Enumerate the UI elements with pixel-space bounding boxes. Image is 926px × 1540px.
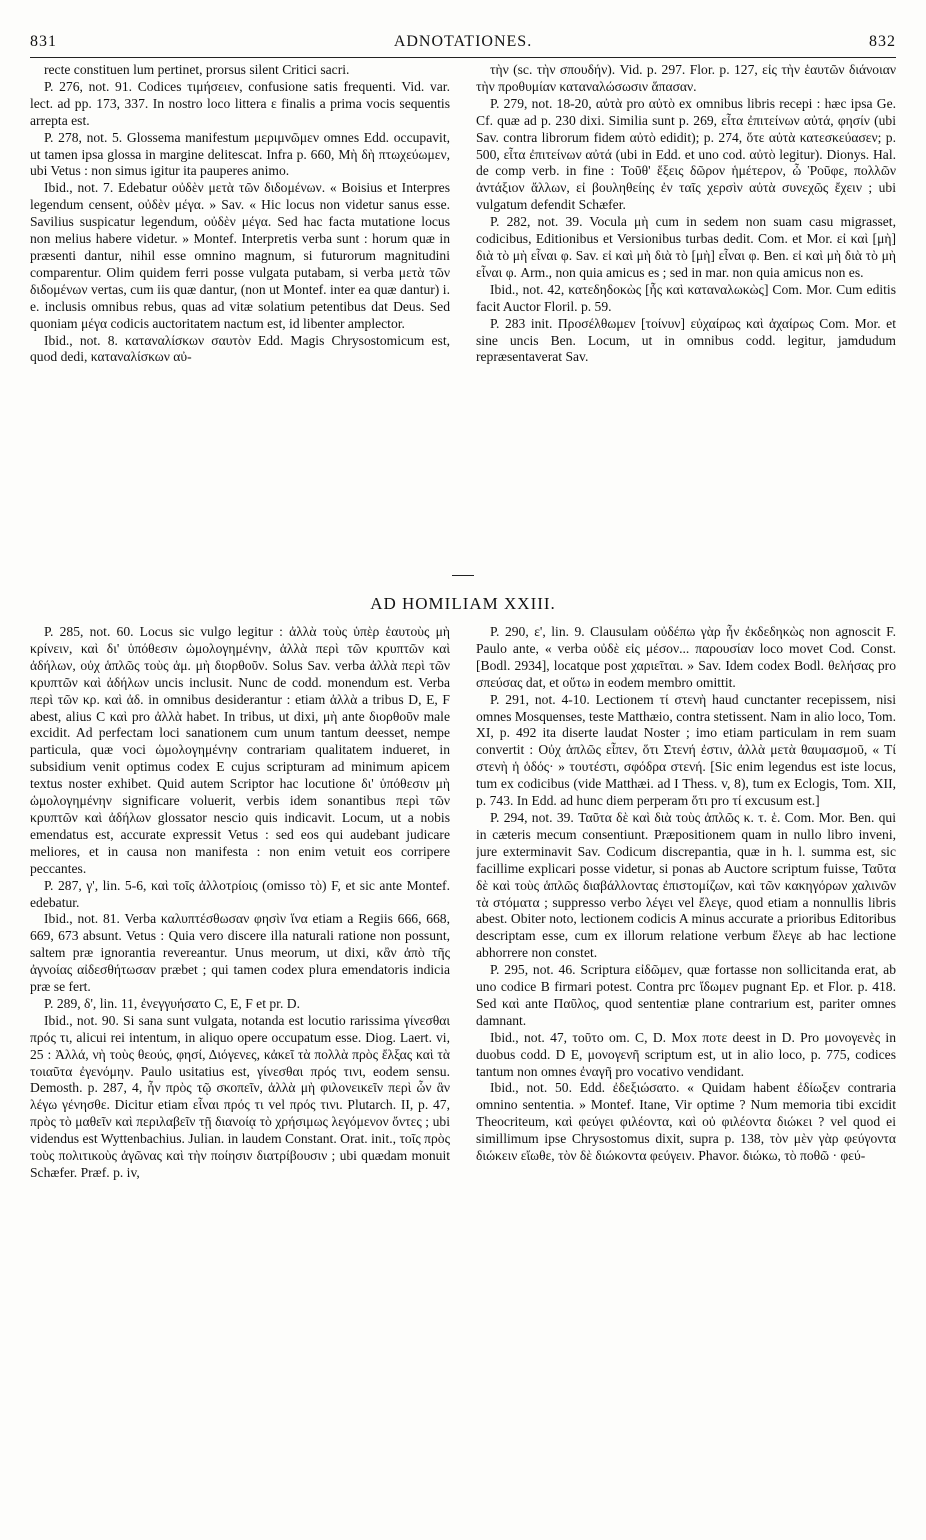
section-separator bbox=[452, 575, 474, 576]
note-paragraph: P. 289, δ', lin. 11, ἐνεγγυήσατο C, E, F et pr. D. bbox=[44, 995, 300, 1011]
page-number-left: 831 bbox=[30, 33, 57, 50]
note-paragraph: P. 294, not. 39. Ταῦτα δὲ καὶ διὰ τοὺς ἁπλῶς κ. τ. ἑ. Com. Mor. Ben. qui in cæteris mecum consentiunt. Præpositionem quam in nullo libro inveni, jure exterminavit Sav. Codicum discrepantia, quæ in h. l. summa est, sic facillime explicari posse videtur, si ponas ab Auctore scriptum fuisse, Ταῦτα δὲ καὶ τοὺς ἁπλῶς διαβάλλοντας ἐπιστομίζων, καὶ τῶν κακηγόρων χαλινῶν τὰ στόματα ; suppresso verbo λέγει vel ἔλεγε, quod etiam a nonnullis libris abest. Obiter noto, lectionem codicis A minus accurate a prioribus Editoribus descriptam esse, cum ex illorum relatione verbum ἔλεγε ab hac lectione abhorrere non constet. bbox=[476, 809, 896, 961]
note-paragraph: Ibid., not. 42, κατεδηδοκὼς [ἧς καὶ καταναλωκὼς] Com. Mor. Cum editis facit Auctor Floril. p. 59. bbox=[476, 281, 896, 314]
page-number-right: 832 bbox=[869, 33, 896, 50]
note-paragraph: P. 295, not. 46. Scriptura εἰδῶμεν, quæ fortasse non sollicitanda erat, ab uno codice B firmari potest. Contra prc ἴδωμεν pugnant Ep. et Flor. p. 418. Sed καὶ ante Παῦλος, quod sententiæ plane contrarium est, pariter omnes damnant. bbox=[476, 962, 896, 1028]
note-paragraph: Ibid., not. 90. Si sana sunt vulgata, notanda est locutio rarissima γίνεσθαι πρός τι, alicui rei intentum, in aliquo opere occupatum esse. Diog. Laert. vi, 25 : Ἀλλά, νὴ τοὺς θεούς, φησί, Διόγενες, κἀκεῖ τὰ πολλὰ πρὸς ἔλξας καὶ τὰ τοιαῦτα ἐγενόμην. Paulo usitatius est, γίνεσθαι πρός τινι, eodem sensu. Demosth. p. 287, 4, ἦν πρὸς τῷ σκοπεῖν, ἀλλὰ μὴ φιλονεικεῖν περὶ ὧν ἂν λέγω γένησθε. Dicitur etiam εἶναι πρός τι vel πρός τινι. Plutarch. II, p. 47, πρὸς τὸ μαθεῖν καὶ περιλαβεῖν τῇ διανοίᾳ τὸ χρήσιμως λεγόμενον ὄντες ; ubi videndus est Wyttenbachius. Julian. in laudem Constant. Orat. init., τοῖς πρὸς τοὺς πολιτικοὺς ἀγῶνας καὶ τὴν ποίησιν διατρίβουσιν ; ubi quædam monuit Schæfer. Præf. p. iv, bbox=[30, 1012, 450, 1180]
bottom-right-column bbox=[476, 624, 896, 1524]
section-title: AD HOMILIAM XXIII. bbox=[370, 594, 556, 613]
note-paragraph: P. 282, not. 39. Vocula μὴ cum in sedem non suam casu migrasset, codicibus, Editionibus et Versionibus turbas dedit. Com. et Mor. εἰ καὶ [μὴ] διὰ τὸ μὴ εἶναι φ. Sav. εἰ καὶ μὴ διὰ τὸ [μὴ] εἶναι φ. Ben. εἰ καὶ μὴ διὰ τὸ μὴ εἶναι φ. Arm., non quia amicus es ; sed in mar. non quia amicus non es. bbox=[476, 214, 896, 280]
note-paragraph: P. 290, ε', lin. 9. Clausulam οὐδέπω γὰρ ἦν ἐκδεδηκὼς non agnoscit F. Paulo ante, « verba οὐδὲ εἰς μέσον... παρουσίαν loco movet Cod. Const. [Bodl. 2934], locatque post χαριεῖται. » Sav. Idem codex Bodl. θελήσας pro σπεύσας dat, et οὕτω in eodem membro omittit. bbox=[476, 624, 896, 690]
header-rule bbox=[30, 57, 896, 58]
note-paragraph: P. 278, not. 5. Glossema manifestum μεριμνῶμεν omnes Edd. occupavit, ut tamen ipsa glossa in margine delitescat. Infra p. 660, Μὴ δὴ πτωχεύωμεν, ubi Vetus : non simus igitur ita pauperes animo. bbox=[30, 129, 450, 179]
note-paragraph: Ibid., not. 47, τοῦτο om. C, D. Mox ποτε deest in D. Pro μονογενὲς in duobus codd. D E, μονογενῆ scriptum est, ut in alio loco, p. 775, codices tantum non omnes ἐναγῆ pro vocativo vendidant. bbox=[476, 1029, 896, 1079]
note-paragraph: P. 285, not. 60. Locus sic vulgo legitur : ἀλλὰ τοὺς ὑπὲρ ἑαυτοὺς μὴ κρίνειν, καὶ δι' ὑπόθεσιν ὡμολογημένην, ἀλλὰ περὶ τῶν κρυπτῶν καὶ ἀδήλων, οὐχ ἁπλῶς τοὺς ἁμ. μὴ διορθοῦν. Solus Sav. verba ἀλλὰ περὶ τῶν κρυπτῶν καὶ ἀδήλων uncis inclusit. Nunc de codd. monendum est. Verba περὶ τῶν κρ. καὶ ἀδ. in omnibus desiderantur : etiam ἀλλὰ a tribus D, E, F abest, alius C καὶ pro ἀλλὰ habet. In tribus, ut dixi, μὴ ante διορθοῦν male excidit. Ad perfectam loci sanationem cum unum tantum deesset, nempe particula, quæ voci ὡμολογημένην contrariam qualitatem indueret, in subsidium venit optimus codex E cujus scripturam ad minimum apicem textus noster exhibet. Quid autem Scriptor hac locutione δι' ὑπόθεσιν μὴ ὡμολογημένην significare voluerit, verbis idem sonantibus περὶ τῶν κρυπτῶν καὶ ἀδήλων glossator nescio quis indicavit. Locum, ut a nobis emendatus est, accurate expressit Vetus : sed eos qui audebant judicare meliores, et in causa non manifesta : non enim vetuit eos corripere peccantes. bbox=[30, 624, 450, 876]
running-header bbox=[30, 33, 896, 55]
note-paragraph: P. 276, not. 91. Codices τιμήσειεν, confusione satis frequenti. Vid. var. lect. ad pp. 173, 337. In nostro loco littera ε finalis a prima vocis sequentis arrepta est. bbox=[30, 78, 450, 128]
note-paragraph: Ibid., not. 50. Edd. ἐδεξιώσατο. « Quidam habent ἐδίωξεν contraria omnino sententia. » Montef. Itane, Vir optime ? Num memoria tibi excidit Theocriteum, καὶ φεύγει φιλέοντα, καὶ οὐ φιλέοντα διώκει ? vel quod ei simillimum ipse Chrysostomus dixit, supra p. 138, τὸν μὲν γὰρ φεύγοντα διώκειν εἴωθε, τὸν δὲ διώκοντα φεύγειν. Phavor. διώκω, τὸ ποθῶ · φεύ- bbox=[476, 1080, 896, 1164]
running-title: ADNOTATIONES. bbox=[393, 33, 533, 50]
note-paragraph: P. 287, γ', lin. 5-6, καὶ τοῖς ἀλλοτρίοις (omisso τὸ) F, et sic ante Montef. edebatur. bbox=[30, 877, 450, 910]
note-paragraph: Ibid., not. 81. Verba καλυπτέσθωσαν φησὶν ἵνα etiam a Regiis 666, 668, 669, 673 absunt. Vetus : Quia vero discere illa naturali ratione non possunt, saltem præ ignorantia revereantur. Unus meorum, ut dixi, κἂν ἀπὸ τῆς ἀγνοίας αἰδεσθήτωσαν præbet ; qui tamen codex plura emendatoris indicia præ se fert. bbox=[30, 911, 450, 995]
note-paragraph: Ibid., not. 8. καταναλίσκων σαυτὸν Edd. Magis Chrysostomicum est, quod dedi, καταναλίσκων αὐ- bbox=[30, 332, 450, 365]
note-paragraph: P. 283 init. Προσέλθωμεν [τοίνυν] εὐχαίρως καὶ ἀχαίρως Com. Mor. et sine uncis Ben. Locum, ut in omnibus codd. legitur, jamdudum repræsentaverat Sav. bbox=[476, 315, 896, 365]
note-paragraph: P. 291, not. 4-10. Lectionem τί στενὴ haud cunctanter recepissem, nisi omnes Mosquenses, teste Matthæio, contra stetissent. Nam in alio loco, Tom. XI, p. 492 ita diserte laudat Noster ; imo etiam particulam in rem suam convertit : Οὐχ ἁπλῶς εἶπεν, ὅτι Στενή ἐστιν, ἀλλὰ μετὰ θαυμασμοῦ, « Τί στενὴ ἡ ὁδός· » τουτέστι, σφόδρα στενή. [Sic enim legendus est iste locus, tum ex codicibus (vide Matthæi. ad I Thess. v, 8), tum ex Eclogis, Tom. XII, p. 743. In Edd. ad hunc diem perperam ὅτι pro τί excusum est.] bbox=[476, 691, 896, 809]
bottom-left-column bbox=[30, 624, 450, 1524]
top-left-column bbox=[30, 62, 450, 570]
note-paragraph: recte constituen lum pertinet, prorsus silent Critici sacri. bbox=[44, 62, 350, 77]
note-paragraph: τὴν (sc. τὴν σπουδήν). Vid. p. 297. Flor. p. 127, εἰς τὴν ἑαυτῶν διάνοιαν τὴν προθυμίαν καταναλώσωσιν ἅπασαν. bbox=[476, 62, 896, 94]
note-paragraph: P. 279, not. 18-20, αὐτὰ pro αὐτὸ ex omnibus libris recepi : hæc ipsa Ge. Cf. quæ ad p. 230 dixi. Similia sunt p. 269, εἶτα ἐπιτείνων αὐτά, φησίν (ubi Sav. contra librorum fidem αὐτὸ edidit); p. 274, ὅτε αὐτὰ κατεσκεύασεν; p. 500, εἶτα ἐπιτείνων αὐτά (ubi in Edd. et uno cod. αὐτὸ legitur). Dionys. Hal. de comp verb. in fine : Τοῦθ' ἕξεις δῶρον ἡμέτερον, ὦ Ῥοῦφε, πολλῶν ἀντάξιον ἄλλων, εἰ βουληθείης ἐν ταῖς χερσὶν αὐτὰ συνεχῶς ἔχειν ; ubi vulgatum defendit Schæfer. bbox=[476, 95, 896, 213]
note-paragraph: Ibid., not. 7. Edebatur οὐδὲν μετὰ τῶν διδομένων. « Boisius et Interpres legendum censent, οὐδὲν μέγα. » Sav. « Hic locus non videtur sanus esse. Savilius suspicatur legendum, οὐδὲν μέγα. Sed hac facta mutatione locus non melius habere videtur. » Montef. Interpretis verba sunt : horum quæ in præsenti dantur, nihil esse omnino magnum, si futurorum magnitudini comparentur. Olim quidem ferri posse vulgata putabam, si verba μετὰ τῶν διδομένων vertas, cum iis quæ dantur, (non ut Montef. inter ea quæ dantur) i. e. inclusis omnibus rebus, quas ad vitæ solatium petentibus dat Deus. Sed quoniam μέγα codicis auctoritatem nactum est, id libenter amplector. bbox=[30, 180, 450, 331]
top-right-column bbox=[476, 62, 896, 570]
